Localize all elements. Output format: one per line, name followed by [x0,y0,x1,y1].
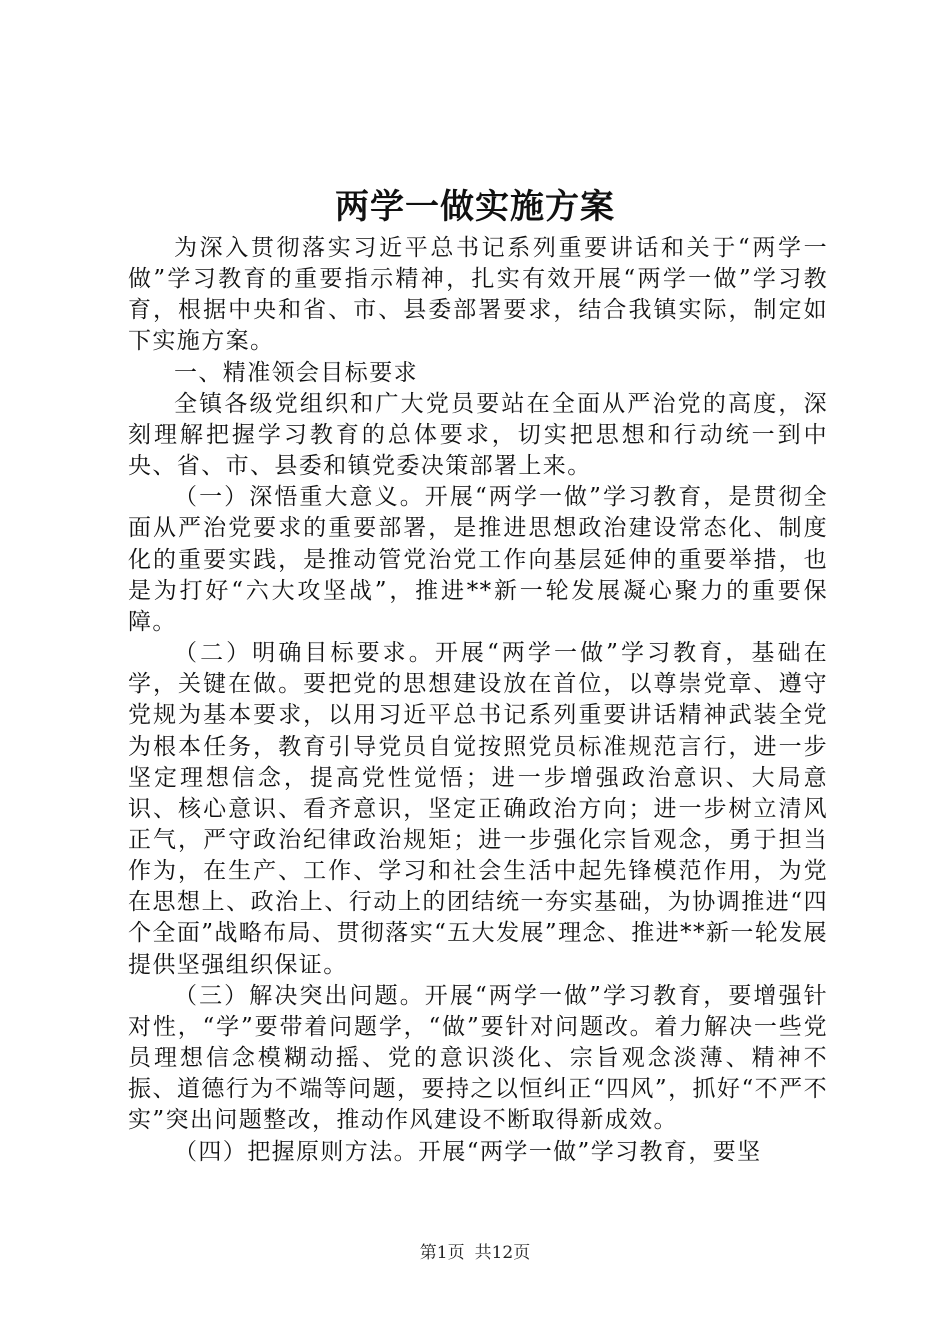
section-heading: 一、精准领会目标要求 [174,359,418,386]
total-pages: 共12页 [474,1243,531,1263]
body-paragraph: （二）明确目标要求。开展“两学一做”学习教育，基础在学，关键在做。要把党的思想建设放在首位，以尊崇党章、遵守党规为基本要求，以用习近平总书记系列重要讲话精神武装全党为根本任务，教育引导党员自觉按照党员标准规范言行，进一步坚定理想信念，提高党性觉悟；进一步增强政治意识、大局意识、核心意识、看齐意识，坚定正确政治方向；进一步树立清风正气，严守政治纪律政治规矩；进一步强化宗旨观念，勇于担当作为，在生产、工作、学习和社会生活中起先锋模范作用，为党在思想上、政治上、行动上的团结统一夯实基础，为协调推进“四个全面”战略布局、贯彻落实“五大发展”理念、推进**新一轮发展提供坚强组织保证。 [128,640,828,978]
page-footer [0,1241,950,1265]
current-page-number: 第1页 [419,1243,465,1263]
body-paragraph: （四）把握原则方法。开展“两学一做”学习教育，要坚 [174,1138,762,1165]
document-title: 两学一做实施方案 [335,187,615,227]
body-paragraph: 全镇各级党组织和广大党员要站在全面从严治党的高度，深刻理解把握学习教育的总体要求，切实把思想和行动统一到中央、省、市、县委和镇党委决策部署上来。 [128,390,828,480]
document-body [128,233,828,1168]
intro-paragraph: 为深入贯彻落实习近平总书记系列重要讲话和关于“两学一做”学习教育的重要指示精神，扎实有效开展“两学一做”学习教育，根据中央和省、市、县委部署要求，结合我镇实际，制定如下实施方案。 [128,235,828,355]
body-paragraph: （三）解决突出问题。开展“两学一做”学习教育，要增强针对性，“学”要带着问题学，“做”要针对问题改。着力解决一些党员理想信念模糊动摇、党的意识淡化、宗旨观念淡薄、精神不振、道德行为不端等问题，要持之以恒纠正“四风”，抓好“不严不实”突出问题整改，推动作风建设不断取得新成效。 [128,982,828,1134]
body-paragraph: （一）深悟重大意义。开展“两学一做”学习教育，是贯彻全面从严治党要求的重要部署，是推进思想政治建设常态化、制度化的重要实践，是推动管党治党工作向基层延伸的重要举措，也是为打好“六大攻坚战”，推进**新一轮发展凝心聚力的重要保障。 [128,484,828,635]
